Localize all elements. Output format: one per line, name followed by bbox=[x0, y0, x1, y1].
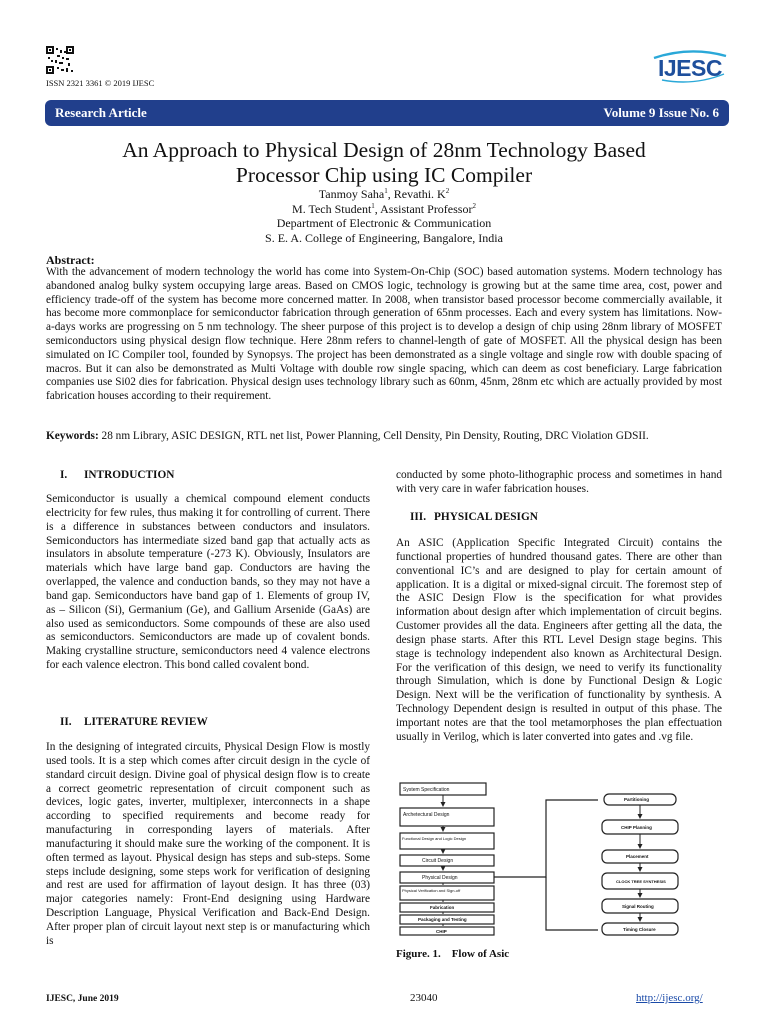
ijesc-logo bbox=[650, 48, 730, 84]
flow-label-r4: Signal Routing bbox=[622, 904, 654, 909]
paper-title bbox=[46, 138, 722, 188]
article-type: Research Article bbox=[55, 105, 147, 120]
qr-code bbox=[46, 46, 74, 74]
college: S. E. A. College of Engineering, Bangalore, India bbox=[265, 230, 503, 245]
flow-label-3: Circuit Design bbox=[422, 858, 454, 864]
footer-page-number: 23040 bbox=[410, 992, 438, 1004]
section-2-text: In the designing of integrated circuits, Physical Design Flow is mostly used tools. It is a step which comes after circuit design in the cycle of standard circuit design. Divine goal of physical design flow is to create a correct geometric representation of circuit component such as devices, logic gates, inverter, multiplexer, interconnects in a shape according to specified requirements and become ready for manufacturing in corresponding layers of materials. After manufacturing it should make sure the working of the component. It is often termed as layout. Physical design has steps and sub-steps. Some steps include designing, some steps work for verification of designing and rest are used for affirmation of layout design. It has three (03) major categories namely: Front-End designing using Hardware Description Language, Physical Verification and Back-End Design. After proper plan of circuit layout next step is or manufacturing which is bbox=[46, 741, 370, 947]
flow-label-1: Archetectural Design bbox=[403, 812, 450, 818]
author-roles: M. Tech Student$^1$, Assistant Professor$^2$ bbox=[292, 201, 476, 216]
right-flow bbox=[602, 794, 678, 935]
section-2-heading: II. LITERATURE REVIEW bbox=[60, 716, 208, 728]
flow-label-r2: Placement bbox=[626, 854, 649, 859]
issn-text: ISSN 2321 3361 © 2019 IJESC bbox=[46, 78, 155, 88]
flow-box-chip bbox=[400, 927, 494, 935]
department: Department of Electronic & Communication bbox=[276, 216, 492, 230]
author-names: Tanmoy Saha$^1$, Revathi. $K^2$ bbox=[318, 187, 450, 201]
flow-label-6: Fabrication bbox=[430, 905, 455, 910]
title-line-1: An Approach to Physical Design of 28nm Technology Based bbox=[122, 138, 646, 162]
logo-text: IJESC bbox=[658, 55, 722, 81]
footer-website-link[interactable]: http://ijesc.org/ bbox=[636, 992, 703, 1004]
flow-label-0: System Specification bbox=[403, 787, 450, 793]
keywords-label: Keywords: bbox=[46, 430, 99, 442]
section-3-heading: III. PHYSICAL DESIGN bbox=[410, 511, 538, 523]
flow-label-r5: Timing Closure bbox=[623, 927, 656, 932]
abstract-text: With the advancement of modern technology the world has come into System-On-Chip (SOC) based automation systems. Modern technology has abandoned analog bulky system occupying large areas. Based on CMOS logic, technology is growing but at the same time area, cost, power and efficiency trade-off of the system has become more concerned matter. In 2008, when transistor based processor become commercially available, it has become more commonplace for semiconductor fabrication through generation of 65nm processes. Each and every system has limitations. Now-a-days works are progressing on 5 nm technology. The sheer purpose of this project is to develop a design of chip using 28nm library of MOSFET semiconductors using physical design flow technique. Here 28nm refers to channel-length of gate of MOSFET. All the physical design has been simulated on IC Compiler tool, founded by Synopsys. The project has been demonstrated as a single voltage and single row with double spacing of macros. But it can also be demonstrated as Multi Voltage with double row single spacing, which can deem as cost beneficiary. Large fabrication companies use Si02 dies for fabrication. Physical design uses technology library such as 60nm, 45nm, 28nm etc which are actually provided by most fabrication houses according to their requirement. bbox=[46, 266, 722, 403]
abstract-heading: Abstract: bbox=[46, 253, 95, 267]
article-banner bbox=[45, 100, 729, 126]
section-1-heading: I. INTRODUCTION bbox=[60, 469, 175, 481]
flow-label-r1: CHIP Planning bbox=[621, 825, 652, 830]
title-line-2: Processor Chip using IC Compiler bbox=[235, 163, 533, 187]
left-flow bbox=[400, 783, 494, 935]
flow-label-7: Packaging and Testing bbox=[418, 917, 467, 922]
keywords bbox=[46, 430, 722, 444]
section-3-text: An ASIC (Application Specific Integrated Circuit) contains the functional properties of hundred thousand gates. There are other than conventional IC’s and are designed to play for certain amount of application. It is a digital or mixed-signal circuit. The foremost step of the ASIC Design Flow is the specification for what provides information about design after which implementation of circuit begins. Customer provides all the data. Engineers after getting all the data, the design phase starts. After this RTL Level Design stage begins. This stage is technology independent also known as Architectural Design. For the verification of this design, we need to verify its functionality through Simulation, which is done by Functional Design & Logic Design. Next will be the verification of functionality by synthesis. A Technology Dependent design is resulted in output of this phase. The important notes are that the tool metamorphoses the plan effectuation usually in Verilog, which is later converted into gates and .vg file. bbox=[396, 537, 722, 743]
asic-flow-figure bbox=[396, 782, 722, 936]
figure-caption: Figure. 1. Flow of Asic bbox=[396, 948, 510, 960]
flow-label-2: Functional Design and Logic Design bbox=[402, 836, 467, 841]
flow-label-5: Physical Verification and Sign-off bbox=[402, 888, 461, 893]
section-2-continuation: conducted by some photo-lithographic process and sometimes in hand with very care in wafer fabrication houses. bbox=[396, 469, 722, 495]
volume-issue: Volume 9 Issue No. 6 bbox=[603, 105, 719, 120]
author-block bbox=[46, 187, 722, 245]
flow-label-r0: Partitioning bbox=[624, 797, 649, 802]
keywords-text: 28 nm Library, ASIC DESIGN, RTL net list, Power Planning, Cell Density, Pin Density, Routing, DRC Violation GDSII. bbox=[101, 430, 649, 442]
footer-journal-date: IJESC, June 2019 bbox=[46, 994, 119, 1004]
flow-label-r3: CLOCK TREE SYNTHESIS bbox=[616, 879, 666, 884]
section-1-text: Semiconductor is usually a chemical compound element conducts electricity for few rules, thus making it for controlling of current. There is a difference in substances between conductors and insulators. Semiconductors has intermediate sized band gap that actually acts as insulators in absolute temperature (-273 K). Obviously, Insulators are materials which have large band gap. Conductors are having the overlapped, the valence and conduction bands, so they may not have a band gap. Semiconductors have band gap of 1. Elements of group IV, as – Silicon (Si), Germanium (Ge), and Gallium Arsenide (GaAs) are also used as semiconductors. Some compounds of these are also used as semiconductors. Semiconductors are made up of covalent bonds. Making crystalline structure, semiconductors need 4 valence electrons for each valence electron. This bond called covalent bond. bbox=[46, 493, 370, 672]
flow-label-8: CHIP bbox=[436, 929, 447, 934]
flow-label-4: Physical Design bbox=[422, 875, 458, 881]
